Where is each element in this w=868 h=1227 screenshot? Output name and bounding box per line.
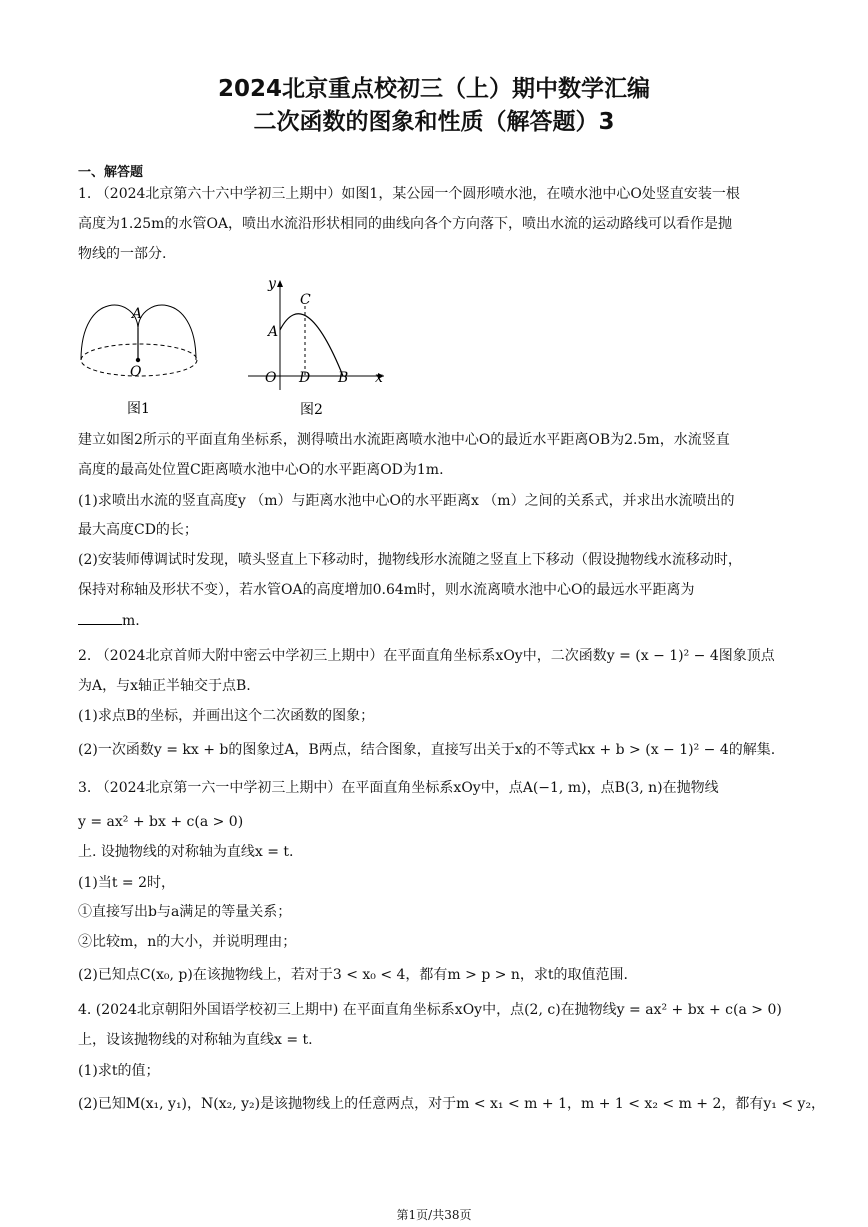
answer-blank [78, 610, 122, 625]
fig1-label-o: O [130, 364, 142, 380]
q4-part1: (1)求t的值； [78, 1063, 160, 1079]
fig1-caption: 图1 [127, 401, 150, 417]
document-title-line1: 2024北京重点校初三（上）期中数学汇编 [217, 76, 650, 102]
q1-part2-line1: (2)安装师傅调试时发现，喷头竖直上下移动时，抛物线形水流随之竖直上下移动（假设抛物线水流移动时， [78, 552, 742, 568]
q1-line5: 高度的最高处位置C距离喷水池中心O的水平距离OD为1m. [78, 462, 444, 478]
q2-line2: 为A，与x轴正半轴交于点B. [78, 678, 251, 694]
q1-part1-line1: (1)求喷出水流的竖直高度y （m）与距离水池中心O的水平距离x （m）之间的关系式，并求出水流喷出的 [78, 493, 735, 509]
document-title-line2: 二次函数的图象和性质（解答题）3 [253, 109, 615, 135]
q1-line2: 高度为1.25m的水管OA，喷出水流沿形状相同的曲线向各个方向落下，喷出水流的运动路线可以看作是抛 [78, 216, 733, 232]
q3-part1-b: ②比较m，n的大小，并说明理由； [78, 934, 297, 950]
figure-2-coordinate-graph [244, 272, 392, 420]
fig2-label-x: x [375, 370, 383, 386]
fig2-label-a: A [268, 324, 279, 340]
section-label: 一、解答题 [78, 165, 144, 180]
q1-answer-line [78, 610, 790, 631]
fig2-label-y: y [268, 276, 276, 292]
q1-line4: 建立如图2所示的平面直角坐标系，测得喷出水流距离喷水池中心O的最近水平距离OB为2.5m，水流竖直 [78, 432, 730, 448]
page-footer: 第1页/共38页 [396, 1208, 472, 1222]
fig2-caption: 图2 [300, 402, 323, 418]
q1-line1: 1. （2024北京第六十六中学初三上期中）如图1，某公园一个圆形喷水池，在喷水池中心O处竖直安装一根 [78, 186, 740, 202]
answer-unit: m. [122, 613, 140, 629]
q2-part2: (2)一次函数y = kx + b的图象过A，B两点，结合图象，直接写出关于x的不等式kx + b > (x − 1)² − 4的解集. [78, 742, 776, 758]
q4-part2: (2)已知M(x₁, y₁)，N(x₂, y₂)是该抛物线上的任意两点，对于m < x₁ < m + 1，m + 1 < x₂ < m + 2，都有y₁ < y₂， [78, 1096, 826, 1112]
q3-part1: (1)当t = 2时， [78, 875, 175, 891]
fig2-label-d: D [299, 370, 311, 386]
q3-part2: (2)已知点C(x₀, p)在该抛物线上，若对于3 < x₀ < 4，都有m > p > n，求t的取值范围. [78, 967, 629, 983]
q2-part1: (1)求点B的坐标，并画出这个二次函数的图象； [78, 708, 375, 724]
q2-line1: 2. （2024北京首师大附中密云中学初三上期中）在平面直角坐标系xOy中，二次函数y = (x − 1)² − 4图象顶点 [78, 648, 775, 664]
fig2-label-b: B [338, 370, 349, 386]
q1-part1-line2: 最大高度CD的长； [78, 522, 198, 538]
q3-line2: y = ax² + bx + c(a > 0) [78, 814, 244, 830]
q1-part2-line2: 保持对称轴及形状不变），若水管OA的高度增加0.64m时，则水流离喷水池中心O的最远水平距离为 [78, 582, 695, 598]
q4-line2: 上，设该抛物线的对称轴为直线x = t. [78, 1032, 313, 1048]
q4-line1: 4. (2024北京朝阳外国语学校初三上期中) 在平面直角坐标系xOy中，点(2, c)在抛物线y = ax² + bx + c(a > 0) [78, 1002, 782, 1018]
q1-line3: 物线的一部分. [78, 246, 167, 262]
fig2-label-o: O [265, 370, 277, 386]
q3-part1-a: ①直接写出b与a满足的等量关系； [78, 904, 292, 920]
fig1-label-a: A [132, 306, 143, 322]
figure-1-fountain [72, 298, 212, 420]
fig2-label-c: C [300, 292, 311, 308]
q3-line3: 上. 设抛物线的对称轴为直线x = t. [78, 844, 294, 860]
q3-line1: 3. （2024北京第一六一中学初三上期中）在平面直角坐标系xOy中，点A(−1, m)，点B(3, n)在抛物线 [78, 780, 719, 796]
